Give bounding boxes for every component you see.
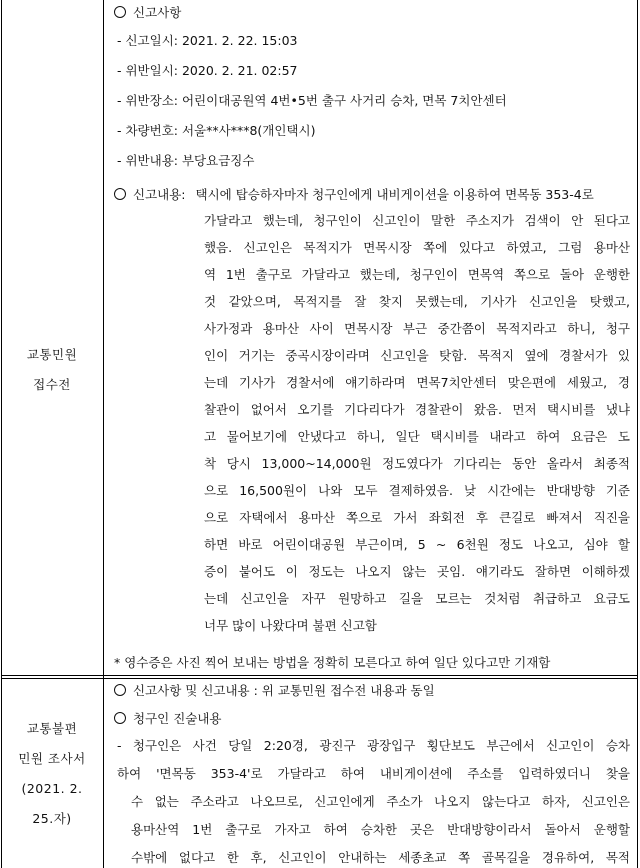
report-line: 사가정과 용마산 사이 면목시장 부근 중간쯤이 목적지라고 하니, 청구 (204, 321, 630, 336)
statement-line: 용마산역 1번 출구로 가자고 하여 승차한 곳은 반대방향이라서 돌아서 운행할 (131, 822, 630, 837)
report-line: 착 당시 13,000~14,000원 정도였다가 기다리는 동안 올라서 최종적 (204, 456, 630, 471)
report-content-first-line: 신고내용: 택시에 탑승하자마자 청구인에게 내비게이션을 이용하여 면목동 353-4로 (114, 186, 594, 204)
violation-content-item: - 위반내용: 부당요금징수 (117, 153, 255, 168)
report-line: 는데 기사가 경찰서에 얘기하라며 면목7치안센터 맞은편에 세웠고, 경 (204, 375, 630, 390)
column-divider (103, 0, 104, 868)
report-line: 고 물어보기에 안냈다고 하니, 일단 택시비를 내라고 하여 요금은 도 (204, 429, 630, 444)
row-label-line: (2021. 2. (21, 781, 83, 796)
circle-bullet-icon (114, 6, 126, 18)
receipt-note: * 영수증은 사진 찍어 보내는 방법을 정확히 모른다고 하여 일단 있다고만 기재함 (114, 655, 551, 670)
report-line: 하면 바로 어린이대공원 부근이며, 5 ~ 6천원 정도 나오고, 심야 할 (204, 537, 630, 552)
report-line: 는데 신고인을 자꾸 원망하고 길을 모르는 것처럼 취급하고 요금도 (204, 591, 630, 606)
violation-date-item: - 위반일시: 2020. 2. 21. 02:57 (117, 63, 298, 78)
statement-line: 수 없는 주소라고 나오므로, 신고인에게 주소가 나오지 않는다고 하자, 신고인은 (131, 794, 630, 809)
row-label-line: 민원 조사서 (18, 751, 86, 766)
vehicle-number-item: - 차량번호: 서울**사***8(개인택시) (117, 123, 316, 138)
report-line: 것 같았으며, 목적지를 잘 찾지 못했는데, 기사가 신고인을 탓했고, (204, 294, 630, 309)
report-line: 찰관이 없어서 오기를 기다리다가 경찰관이 왔음. 먼저 택시비를 냈냐 (204, 402, 630, 417)
circle-bullet-icon (114, 188, 126, 200)
row-label-line: 교통불편 (26, 721, 78, 736)
report-line: 했음. 신고인은 목적지가 면목시장 쪽에 있다고 하였고, 그럼 용마산 (204, 240, 630, 255)
row-divider-bottom (1, 678, 638, 679)
row-label-investigation (1, 714, 103, 834)
report-line: 증이 붙어도 이 정도는 나오지 않는 곳임. 얘기라도 잘하면 이해하겠 (204, 564, 630, 579)
circle-bullet-icon (114, 684, 126, 696)
section-heading-same-content: 신고사항 및 신고내용 : 위 교통민원 접수전 내용과 동일 (114, 682, 435, 700)
report-line: 인이 거기는 중곡시장이라며 신고인을 탓함. 목적지 옆에 경찰서가 있 (204, 348, 630, 363)
row-label-line: 교통민원 (26, 347, 78, 362)
violation-place-item: - 위반장소: 어린이대공원역 4번•5번 출구 사거리 승차, 면목 7치안센터 (117, 93, 507, 108)
section-heading-report: 신고사항 (114, 4, 181, 22)
report-line: 역 1번 출구로 가달라고 했는데, 청구인이 면목역 쪽으로 돌아 운행한 (204, 267, 630, 282)
row-label-traffic-complaint (1, 340, 103, 400)
statement-line: 수밖에 없다고 한 후, 신고인이 안내하는 세종초교 쪽 골목길을 경유하여, 목적 (131, 850, 630, 865)
report-line: 가달라고 했는데, 청구인이 신고인이 말한 주소지가 검색이 안 된다고 (204, 213, 630, 228)
circle-bullet-icon (114, 712, 126, 724)
row-label-line: 25.자) (32, 811, 72, 826)
row-divider-top (1, 675, 638, 676)
report-date-item: - 신고일시: 2021. 2. 22. 15:03 (117, 33, 298, 48)
statement-line: 하여 '면목동 353-4'로 가달라고 하여 내비게이션에 주소를 입력하였더니 찾을 (117, 766, 630, 781)
statement-line: - 청구인은 사건 당일 2:20경, 광진구 광장입구 횡단보도 부근에서 신고인이 승차 (117, 738, 630, 753)
report-line: 으로 자택에서 용마산 쪽으로 가서 좌회전 후 큰길로 빠져서 직진을 (204, 510, 630, 525)
section-heading-statement: 청구인 진술내용 (114, 710, 222, 728)
row-label-line: 접수전 (33, 377, 71, 392)
report-line: 너무 많이 나왔다며 불편 신고함 (204, 618, 377, 633)
report-line: 으로 16,500원이 나와 모두 결제하였음. 낮 시간에는 반대방향 기준 (204, 483, 630, 498)
